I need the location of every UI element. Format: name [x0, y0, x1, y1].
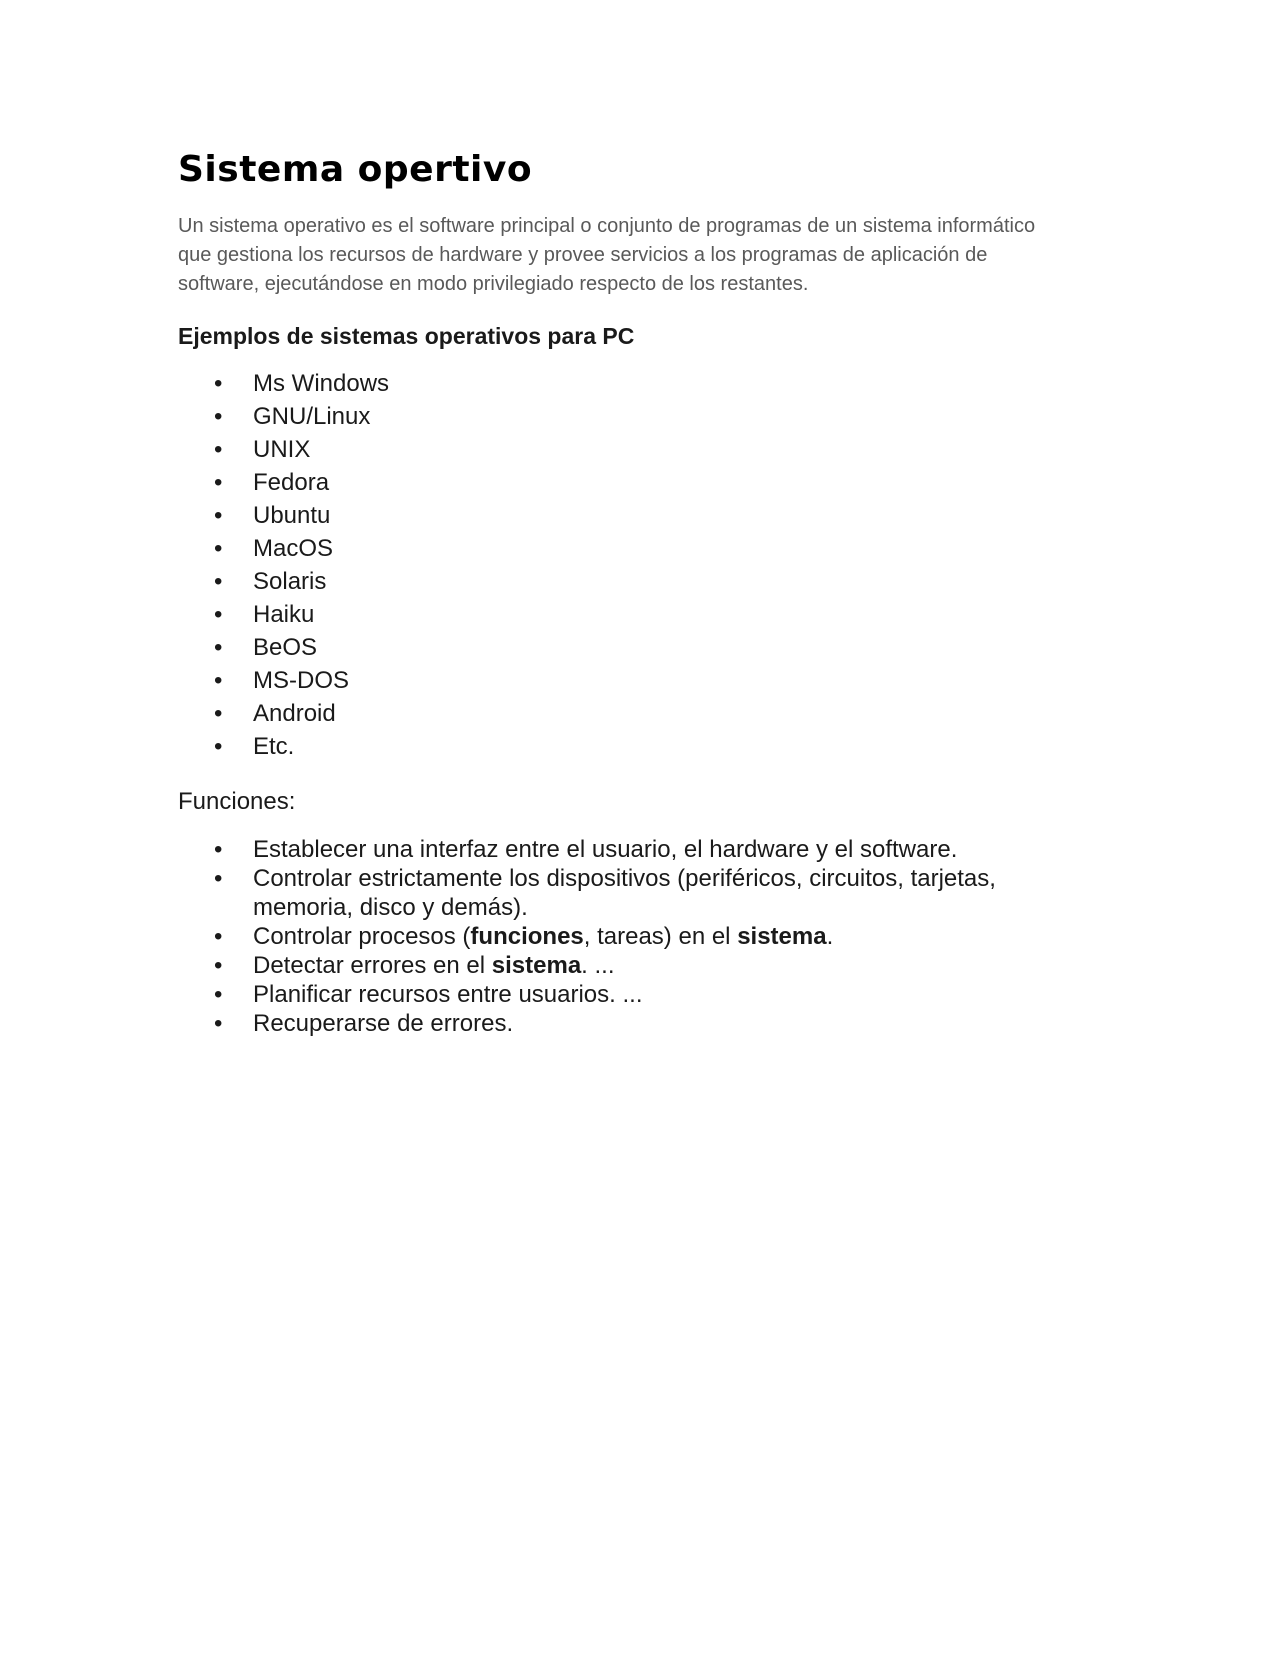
- text-run: .: [826, 923, 834, 950]
- list-item: [178, 598, 1078, 631]
- os-item-label: Android: [253, 700, 336, 727]
- list-item: [178, 1009, 1073, 1038]
- list-item: [178, 835, 1073, 864]
- os-item-label: BeOS: [253, 634, 318, 661]
- os-item-label: Haiku: [253, 601, 315, 628]
- list-item: [178, 433, 1078, 466]
- os-item-label: MS-DOS: [253, 667, 349, 694]
- os-item-label: MacOS: [253, 535, 334, 562]
- bullet-icon: •: [214, 952, 223, 979]
- list-item: [178, 922, 1073, 951]
- function-item-text: Recuperarse de errores.: [253, 1010, 514, 1037]
- bullet-icon: •: [214, 502, 223, 529]
- text-run: . ...: [581, 952, 615, 979]
- bullet-icon: •: [214, 370, 223, 397]
- list-item: [178, 697, 1078, 730]
- page-title: Sistema opertivo: [178, 149, 533, 190]
- os-list: [178, 367, 1078, 763]
- list-item: [178, 730, 1078, 763]
- list-item: [178, 631, 1078, 664]
- list-item: [178, 367, 1078, 400]
- text-run: Controlar procesos (: [253, 923, 471, 950]
- bullet-icon: •: [214, 733, 223, 760]
- bullet-icon: •: [214, 667, 223, 694]
- bold-term: sistema: [491, 952, 582, 979]
- bullet-icon: •: [214, 535, 223, 562]
- function-item-text: Planificar recursos entre usuarios. ...: [253, 981, 643, 1008]
- bullet-icon: •: [214, 1010, 223, 1037]
- intro-paragraph: Un sistema operativo es el software principal o conjunto de programas de un sistema informático que gestiona los recursos de hardware y provee servicios a los programas de aplicación de software, ejecutándose en modo privilegiado respecto de los restantes.: [178, 215, 1036, 295]
- bullet-icon: •: [214, 700, 223, 727]
- list-item: [178, 864, 1073, 922]
- functions-list: [178, 835, 1078, 1038]
- text-run: Detectar errores en el: [253, 952, 492, 979]
- bold-term: sistema: [737, 923, 827, 950]
- bold-term: funciones: [470, 923, 584, 950]
- functions-label: Funciones:: [178, 788, 296, 815]
- list-item: [178, 499, 1078, 532]
- bullet-icon: •: [214, 981, 223, 1008]
- function-item-text: [253, 923, 833, 950]
- os-item-label: Solaris: [253, 568, 327, 595]
- os-item-label: Fedora: [253, 469, 330, 496]
- os-item-label: GNU/Linux: [253, 403, 371, 430]
- bullet-icon: •: [214, 634, 223, 661]
- function-item-text: Controlar estrictamente los dispositivos (periféricos, circuitos, tarjetas, memoria, disco y demás).: [253, 865, 996, 921]
- bullet-icon: •: [214, 836, 223, 863]
- os-item-label: Ubuntu: [253, 502, 331, 529]
- bullet-icon: •: [214, 568, 223, 595]
- bullet-icon: •: [214, 436, 223, 463]
- bullet-icon: •: [214, 403, 223, 430]
- document-page: [178, 146, 1078, 1038]
- list-item: [178, 980, 1073, 1009]
- bullet-icon: •: [214, 469, 223, 496]
- os-item-label: Etc.: [253, 733, 295, 760]
- bullet-icon: •: [214, 601, 223, 628]
- bullet-icon: •: [214, 865, 223, 892]
- list-item: [178, 951, 1073, 980]
- os-item-label: Ms Windows: [253, 370, 390, 397]
- examples-heading: Ejemplos de sistemas operativos para PC: [178, 323, 635, 349]
- text-run: , tareas) en el: [583, 923, 738, 950]
- bullet-icon: •: [214, 923, 223, 950]
- list-item: [178, 532, 1078, 565]
- os-item-label: UNIX: [253, 436, 311, 463]
- function-item-text: [253, 952, 615, 979]
- list-item: [178, 664, 1078, 697]
- function-item-text: Establecer una interfaz entre el usuario, el hardware y el software.: [253, 836, 958, 863]
- list-item: [178, 400, 1078, 433]
- list-item: [178, 565, 1078, 598]
- list-item: [178, 466, 1078, 499]
